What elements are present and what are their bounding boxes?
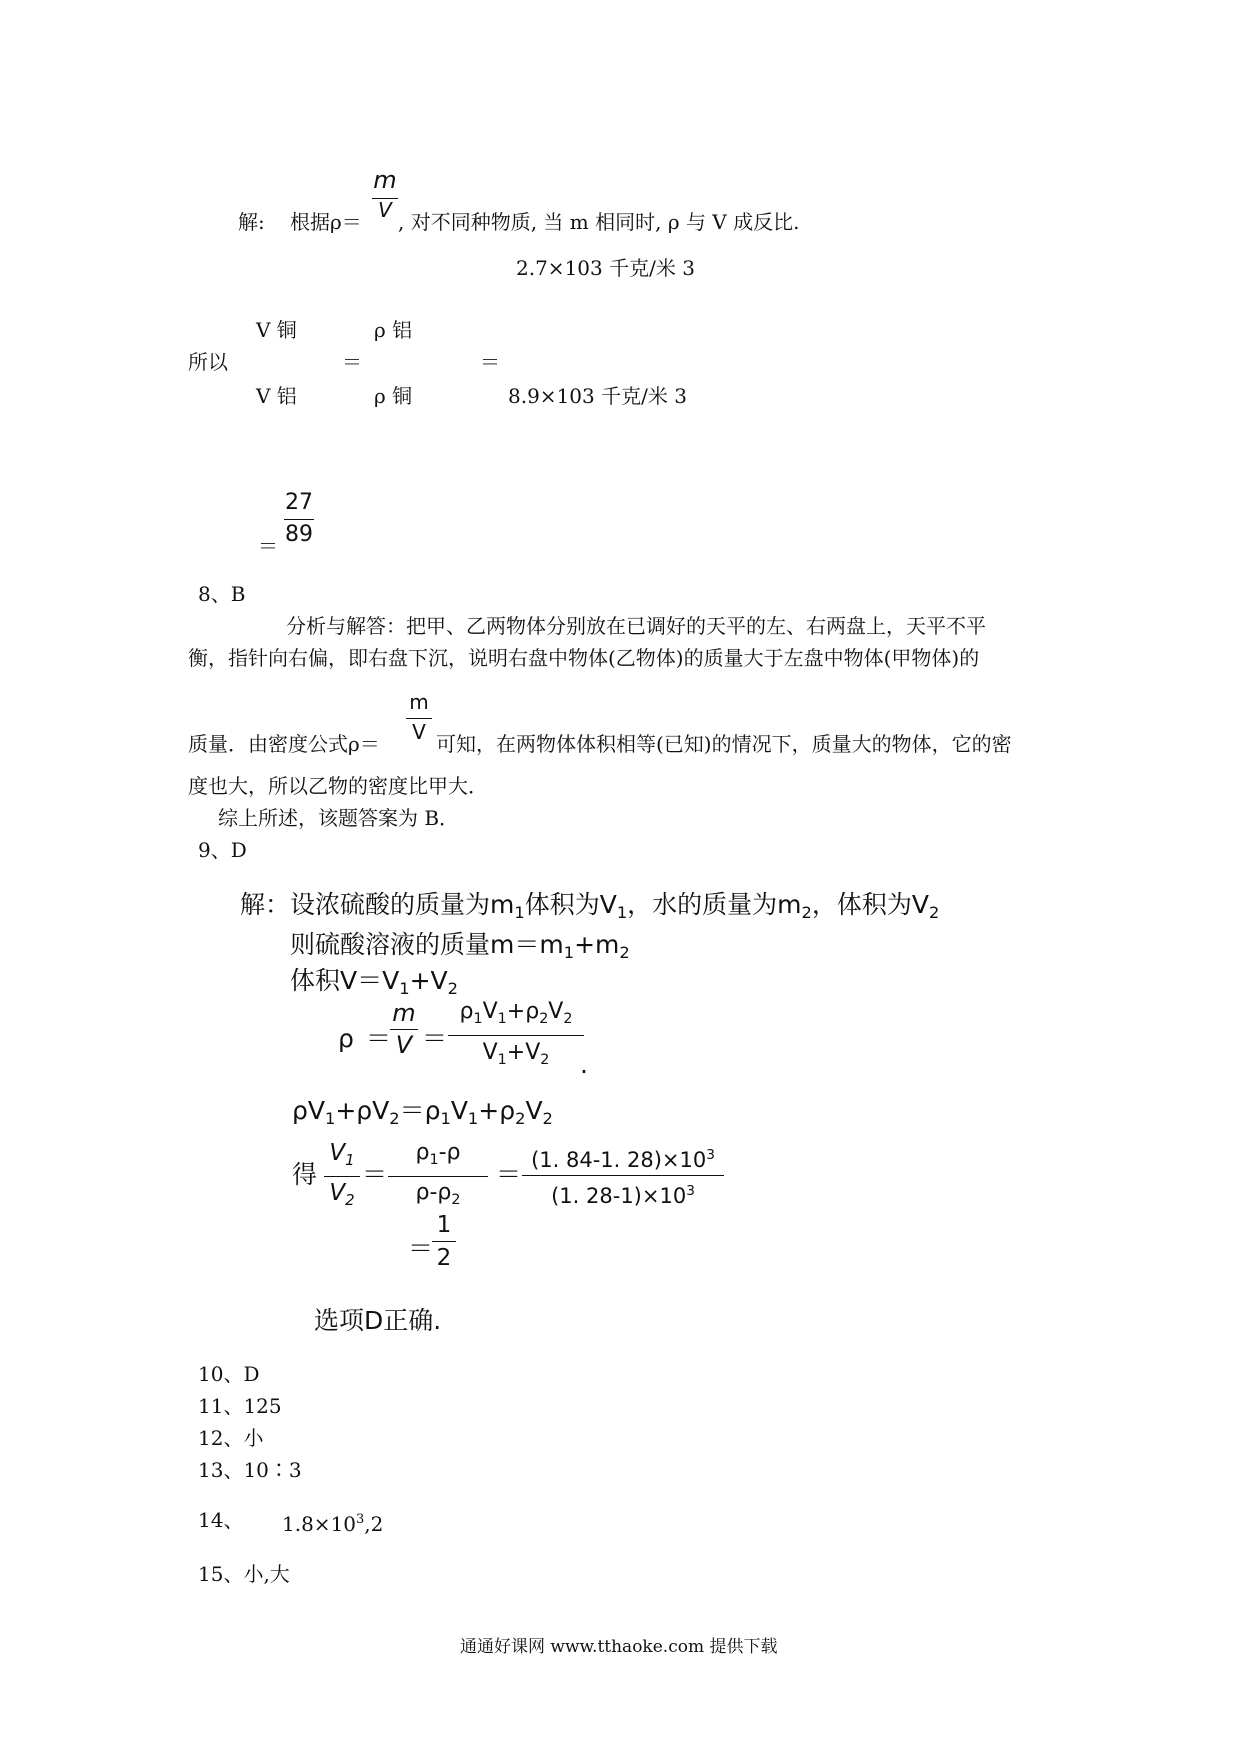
q9-vratio-fraction (324, 1140, 360, 1213)
answer-10: 10、D (198, 1362, 260, 1386)
q8-frac-den: V (412, 720, 426, 744)
q9-rhoratio-num: $\rho_1-\rho$ (415, 1140, 461, 1168)
q9-l1c: ，水的质量为m (627, 890, 802, 919)
q9-l1d: ，体积为V (811, 890, 929, 919)
q7-result-fraction (284, 490, 314, 548)
q9-mix-den: $V_1+V_2$ (482, 1040, 550, 1068)
q9-vratio-num: $V_1$ (329, 1140, 355, 1169)
q7-frac-num: m (373, 166, 397, 194)
q7-result-num: 27 (285, 490, 313, 515)
q9-numeric-fraction (522, 1142, 724, 1209)
q9-vratio-bar (324, 1176, 360, 1177)
q8-answer: 8、B (198, 582, 246, 606)
q9-l2b: +m (574, 930, 620, 959)
q9-rho: ρ (338, 1024, 354, 1053)
q9-half-bar (432, 1241, 456, 1242)
q9-eq-b: ＝ (422, 1024, 448, 1053)
q9-half-den: 2 (436, 1245, 452, 1271)
q9-line5: $\rho V_1+\rho V_2=\rho_1V_1+\rho_2V_2$ (292, 1096, 553, 1128)
q8-frac-num: m (409, 690, 429, 714)
q7-v-al: V 铝 (256, 384, 297, 408)
q9-mv-num: m (392, 999, 416, 1027)
q8-p1: 分析与解答：把甲、乙两物体分别放在已调好的天平的左、右两盘上，天平不平 (286, 614, 986, 638)
q9-numeric-bar (522, 1175, 724, 1176)
q9-l3b: +V (409, 966, 448, 995)
q7-result-eq: ＝ (258, 534, 278, 558)
q9-l1-sub: 1 (514, 903, 525, 922)
q8-frac-bar (406, 718, 432, 719)
q9-half-num: 1 (436, 1212, 452, 1238)
q7-result-bar (284, 519, 314, 520)
q9-l2-sub2: 2 (619, 943, 630, 962)
q9-dot: . (580, 1050, 588, 1079)
q9-rhoratio-den: $\rho-\rho_2$ (415, 1180, 461, 1208)
q7-v-cu: V 铜 (256, 318, 297, 342)
q9-l3-sub1: 1 (399, 979, 410, 998)
q7-tail: , 对不同种物质, 当 m 相同时, ρ 与 V 成反比. (398, 210, 800, 234)
q9-numeric-den: (1. $28-1)\times 10^3$ (551, 1183, 695, 1208)
q9-line3 (290, 966, 458, 1004)
q7-label: 所以 (188, 350, 228, 374)
q9-l1-sub2: 1 (616, 903, 628, 922)
q9-l1a: 解：设浓硫酸的质量为m (240, 890, 515, 919)
q9-numeric-num: (1. 84-1. $28)\times 10^3$ (531, 1147, 715, 1172)
q7-rho-cu: ρ 铜 (374, 384, 413, 408)
answer-12: 12、小 (198, 1426, 264, 1450)
answer-14-value: $1.8\times 10^3,2$ (282, 1512, 384, 1536)
q7-rho-al: ρ 铝 (374, 318, 413, 342)
q9-mix-fraction (448, 998, 584, 1073)
q7-frac-den: V (378, 198, 392, 222)
q7-fraction (372, 166, 398, 220)
q9-conclusion: 选项D正确. (314, 1306, 442, 1335)
answer-15: 15、小,大 (198, 1562, 290, 1586)
q7-result-den: 89 (285, 522, 313, 547)
q7-num-density: 2.7×103 千克/米 3 (516, 256, 695, 280)
q9-l2a: 则硫酸溶液的质量m＝m (290, 930, 564, 959)
q9-l3-sub2: 2 (447, 979, 458, 998)
q7-lead: 根据ρ＝ (290, 210, 362, 234)
q7-den-density: 8.9×103 千克/米 3 (508, 384, 687, 408)
q9-answer: 9、D (198, 838, 247, 862)
q9-l1b: 体积为V (524, 890, 617, 919)
q9-mix-num: $\rho_1V_1+\rho_2V_2$ (459, 999, 573, 1027)
q9-mix-bar (448, 1035, 584, 1036)
answer-14-label: 14、 (198, 1508, 244, 1532)
answer-13: 13、10∶3 (198, 1458, 302, 1482)
q8-p4: 度也大，所以乙物的密度比甲大． (188, 774, 488, 798)
q9-l1-sub4: 2 (928, 903, 940, 922)
page-footer: 通通好课网 www.tthaoke.com 提供下载 (460, 1637, 778, 1657)
q9-eq-e: ＝ (408, 1234, 434, 1263)
q7-prefix: 解: (238, 210, 265, 234)
q9-mv-bar (390, 1029, 418, 1030)
q9-rhoratio-fraction (388, 1140, 488, 1213)
q9-l3a: 体积V＝V (290, 966, 400, 995)
q8-p3b: 可知，在两物体体积相等(已知)的情况下，质量大的物体，它的密 (436, 732, 1012, 756)
q9-eq-a: ＝ (366, 1024, 392, 1053)
q9-half-fraction (432, 1212, 456, 1271)
q8-fraction (406, 690, 432, 743)
q9-l2-sub1: 1 (563, 943, 575, 962)
q7-eq1: ＝ (342, 350, 362, 374)
q9-eq-d: ＝ (496, 1160, 522, 1189)
q9-l1-sub3: 2 (801, 903, 812, 922)
q9-rhoratio-bar (388, 1176, 488, 1177)
q9-line2 (290, 930, 630, 968)
q9-vratio-den: $V_2$ (329, 1180, 355, 1209)
q8-p5: 综上所述，该题答案为 B． (218, 806, 460, 830)
q9-mv-fraction (390, 1000, 418, 1058)
q9-mv-den: V (395, 1031, 413, 1059)
q9-line1 (240, 890, 939, 928)
q8-p3a: 质量．由密度公式ρ＝ (188, 732, 380, 756)
answer-11: 11、125 (198, 1394, 282, 1418)
q9-eq-c: ＝ (362, 1160, 388, 1189)
q8-p2: 衡，指针向右偏，即右盘下沉，说明右盘中物体(乙物体)的质量大于左盘中物体(甲物体)的 (188, 646, 980, 670)
q9-de: 得 (292, 1160, 318, 1189)
q7-eq2: ＝ (480, 350, 500, 374)
